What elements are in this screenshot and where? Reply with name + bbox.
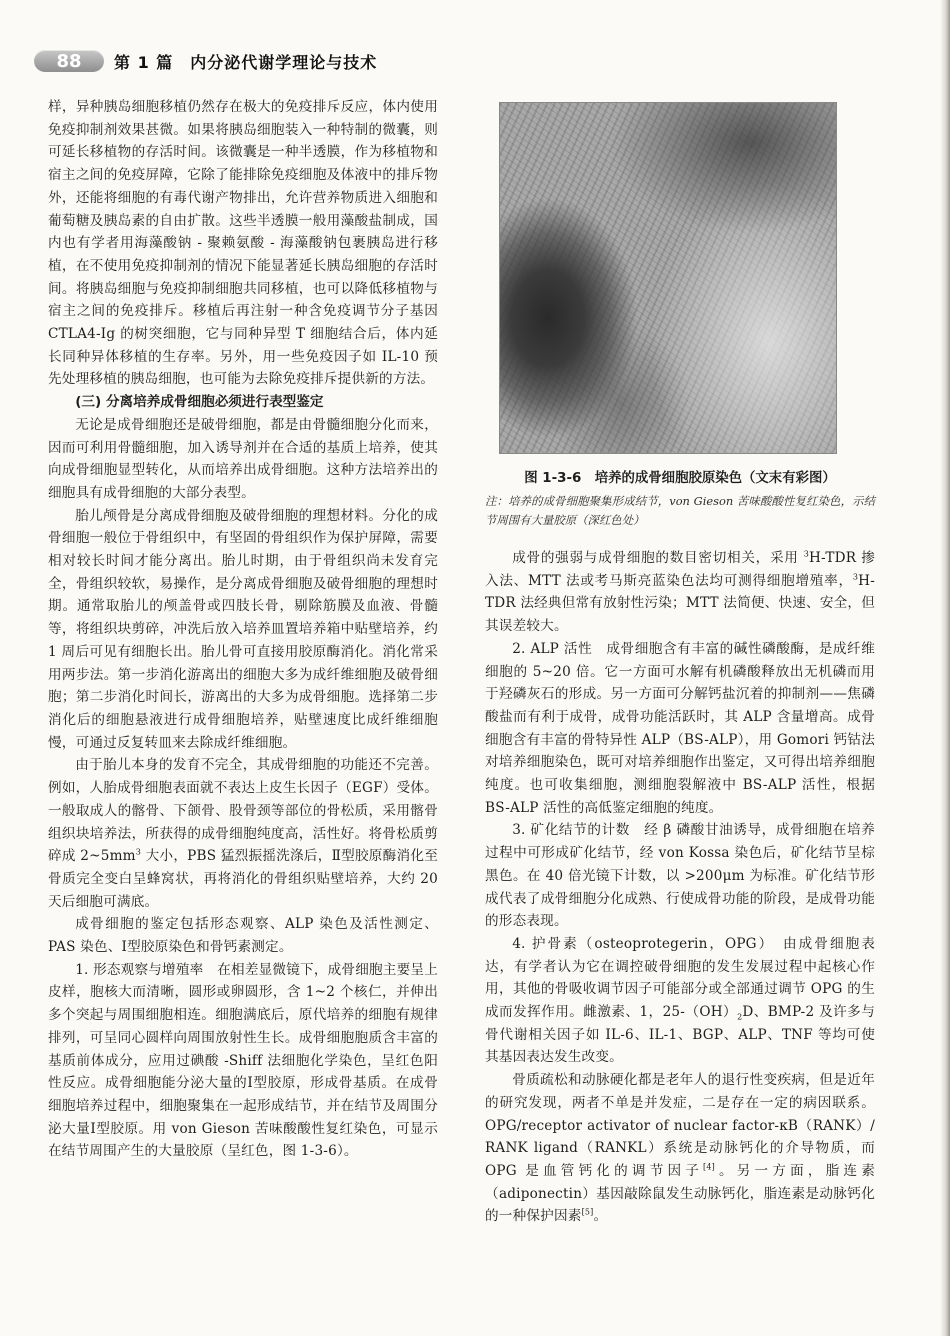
page-edge	[940, 0, 950, 1336]
text-run: 大小，PBS 猛烈振摇洗涤后，Ⅱ型胶原酶消化至骨质完全变白呈蜂窝状，再将消化的骨组织贴壁培养，大约 20 天后细胞可满底。	[48, 848, 438, 910]
left-column	[48, 96, 438, 1163]
paragraph	[485, 1069, 875, 1228]
text-run: 在相差显微镜下，成骨细胞主要呈上皮样，胞核大而清晰，圆形或卵圆形，含 1~2 个核仁，并伸出多个突起与周围细胞相连。细胞满底后，原代培养的细胞有规律排列，可呈同心圆样向周围放射性生长。成骨细胞胞质含丰富的基质前体成分，应用过碘酸 -Shiff 法细胞化学染色，呈红色阳性反应。成骨细胞能分泌大量的Ⅰ型胶原，形成骨基质。在成骨细胞培养过程中，细胞聚集在一起形成结节，并在结节及周围分泌大量Ⅰ型胶原。用 von Gieson 苦味酸酸性复红染色，可显示在结节周围产生的大量胶原（呈红色，图 1-3-6）。	[48, 961, 438, 1160]
citation-ref: [5]	[581, 1207, 594, 1217]
text-run: 由于胎儿本身的发育不完全，其成骨细胞的功能还不完善。例如，人胎成骨细胞表面就不表达上皮生长因子（EGF）受体。一般取成人的髂骨、下颌骨、股骨颈等部位的骨松质，采用髂骨组织块培养法，所获得的成骨细胞纯度高，活性好。将骨松质剪碎成 2~5mm	[48, 757, 438, 865]
subscript: 2	[737, 1012, 743, 1022]
citation-ref: [4]	[703, 1162, 715, 1172]
superscript: 3	[803, 549, 809, 559]
item-title: 3. 矿化结节的计数	[512, 822, 631, 839]
page-header	[34, 46, 377, 76]
item-title: 4. 护骨素（osteoprotegerin，OPG）	[512, 935, 768, 952]
figure-note: 注：培养的成骨细胞聚集形成结节，von Gieson 苦味酸酸性复红染色，示结节周围有大量胶原（深红色处）	[485, 494, 875, 527]
paragraph	[485, 819, 875, 933]
text-run: 成骨细胞含有丰富的碱性磷酸酶，是成纤维细胞的 5~20 倍。它一方面可水解有机磷酸释放出无机磷而用于羟磷灰石的形成。另一方面可分解钙盐沉着的抑制剂——焦磷酸盐而有利于成骨，成骨功能活跃时，其 ALP 含量增高。成骨细胞含有丰富的骨特异性 ALP（BS-ALP），用 Gomori 钙钴法对培养细胞染色，既可对培养细胞作出鉴定，又可得出培养细胞纯度。也可收集细胞，测细胞裂解液中 BS-ALP 活性，根据 BS-ALP 活性的高低鉴定细胞的纯度。	[485, 640, 876, 816]
page-number-badge: 88	[34, 50, 104, 72]
superscript: 3	[852, 572, 859, 582]
paragraph: 无论是成骨细胞还是破骨细胞，都是由骨髓细胞分化而来，因而可利用骨髓细胞，加入诱导剂并在合适的基质上培养，使其向成骨细胞显型转化，从而培养出成骨细胞。这种方法培养出的细胞具有成骨细胞的大部分表型。	[48, 416, 438, 501]
paragraph	[485, 547, 875, 638]
paragraph: 样，异种胰岛细胞移植仍然存在极大的免疫排斥反应，体内使用免疫抑制剂效果甚微。如果将胰岛细胞装入一种特制的微囊，则可延长移植物的存活时间。该微囊是一种半透膜，作为移植物和宿主之间的免疫屏障，它除了能排除免疫细胞及体液中的排斥物外，还能将细胞的有毒代谢产物排出，允许营养物质进入细胞和葡萄糖及胰岛素的自由扩散。这些半透膜一般用藻酸盐制成，国内也有学者用海藻酸钠 - 聚赖氨酸 - 海藻酸钠包裹胰岛进行移植，在不使用免疫抑制剂的情况下能显著延长胰岛细胞的存活时间。将胰岛细胞与免疫抑制细胞共同移植，也可以降低移植物与宿主之间的免疫排斥。移植后再注射一种含免疫调节分子基因 CTLA4-Ig 的树突细胞，它与同种异型 T 细胞结合后，体内延长同种异体移植的生存率。另外，用一些免疫因子如 IL-10 预先处理移植的胰岛细胞，也可能为去除免疫排斥提供新的方法。	[48, 99, 438, 388]
text-run: 。另一方面，脂连素（adiponectin）基因敲除鼠发生动脉钙化，脂连素是动脉钙化的一种保护因素	[485, 1162, 875, 1225]
figure-block	[485, 102, 875, 547]
text-run: 经 β 磷酸甘油诱导，成骨细胞在培养过程中可形成矿化结节，经 von Kossa 染色后，矿化结节呈棕黑色。在 40 倍光镜下计数，以 >200μm 为标准。矿化结节形成代表了成骨细胞分化成熟、行使成骨功能的阶段，是成骨功能的形态表现。	[485, 822, 875, 930]
paragraph: 成骨细胞的鉴定包括形态观察、ALP 染色及活性测定、PAS 染色、Ⅰ型胶原染色和骨钙素测定。	[48, 916, 438, 956]
paragraph	[485, 933, 875, 1069]
running-title: 第 1 篇 内分泌代谢学理论与技术	[114, 52, 378, 72]
paragraph	[485, 638, 875, 820]
right-column	[485, 96, 875, 1228]
text-run: 骨质疏松和动脉硬化都是老年人的退行性变疾病，但是近年的研究发现，两者不单是并发症，二是存在一定的病因联系。OPG/receptor activator of nuclear factor-κB（RANK）/ RANK ligand（RANKL）系统是动脉钙化的介导物质，而 OPG 是血管钙化的调节因子	[485, 1072, 875, 1179]
paragraph: 胎儿颅骨是分离成骨细胞及破骨细胞的理想材料。分化的成骨细胞一般位于骨组织中，有坚固的骨组织作为保护屏障，需要相对较长时间才能分离出。胎儿时期，由于骨组织尚未发育完全，骨组织较软，易操作，是分离成骨细胞及破骨细胞的理想时期。通常取胎儿的颅盖骨或四肢长骨，剔除筋膜及血液、骨髓等，将组织块剪碎，冲洗后放入培养皿置培养箱中贴壁培养，约 1 周后可见有细胞长出。胎儿骨可直接用胶原酶消化。消化常采用两步法。第一步消化游离出的细胞大多为成纤维细胞及破骨细胞；第二步消化时间长，游离出的大多为成骨细胞。选择第二步消化后的细胞悬液进行成骨细胞培养，贴壁速度比成纤维细胞慢，可通过反复转皿来去除成纤维细胞。	[48, 507, 438, 751]
text-run: 由成骨细胞表达，有学者认为它在调控破骨细胞的发生发展过程中起核心作用，其他的骨吸收调节因子可能部分或全部通过调节 OPG 的生成而发挥作用。雌激素、1，25-（OH）	[485, 935, 875, 1021]
text-run: D、BMP-2 及许多与骨代谢相关因子如 IL-6、IL-1、BGP、ALP、TNF 等均可使其基因表达发生改变。	[485, 1004, 875, 1066]
text-run: 。	[593, 1208, 608, 1225]
figure-caption: 图 1-3-6 培养的成骨细胞胶原染色（文末有彩图）	[524, 471, 836, 486]
item-title: 2. ALP 活性	[512, 640, 593, 657]
paragraph	[48, 959, 438, 1163]
section-heading: (三) 分离培养成骨细胞必须进行表型鉴定	[75, 394, 324, 411]
paragraph	[48, 754, 438, 913]
text-run: H-TDR 法经典但常有放射性污染；MTT 法简便、快速、安全，但其误差较大。	[485, 572, 876, 635]
item-title: 1. 形态观察与增殖率	[75, 961, 204, 978]
text-run: H-TDR 掺入法、MTT 法或考马斯亮蓝染色法均可测得细胞增殖率，	[485, 550, 875, 589]
text-run: 成骨的强弱与成骨细胞的数目密切相关，采用	[512, 550, 804, 566]
micrograph-image	[499, 102, 837, 454]
superscript: 3	[135, 847, 142, 857]
